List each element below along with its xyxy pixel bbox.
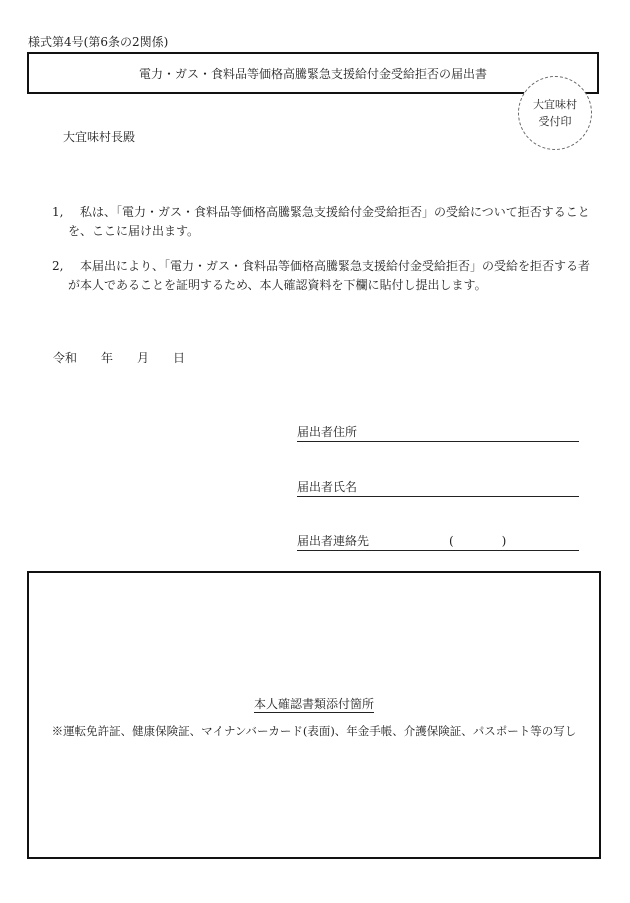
item-text-line-1: 本届出により、「電力・ガス・食料品等価格高騰緊急支援給付金受給拒否」の受給を拒否する者	[80, 259, 591, 273]
contact-parentheses: ( )	[449, 534, 507, 548]
document-title: 電力・ガス・食料品等価格高騰緊急支援給付金受給拒否の届出書	[138, 66, 487, 81]
item-text-line-1: 私は、「電力・ガス・食料品等価格高騰緊急支援給付金受給拒否」の受給について拒否すること	[80, 205, 590, 219]
statement-item-2	[52, 257, 592, 295]
document-title-box	[27, 52, 599, 94]
id-attachment-area	[27, 571, 601, 859]
item-text-line-2: が本人であることを証明するため、本人確認資料を下欄に貼付し提出します。	[68, 278, 487, 292]
address-field[interactable]	[297, 423, 579, 442]
name-field[interactable]	[297, 478, 579, 497]
addressee: 大宜味村長殿	[63, 130, 136, 144]
item-number: 2,	[52, 259, 64, 273]
contact-field[interactable]	[297, 532, 579, 551]
statement-item-1	[52, 203, 592, 241]
date-line: 令和 年 月 日	[53, 351, 186, 365]
reception-stamp-circle	[518, 76, 592, 150]
name-label: 届出者氏名	[297, 480, 358, 494]
attachment-title	[29, 695, 599, 712]
contact-label: 届出者連絡先	[297, 534, 370, 548]
form-number: 様式第4号(第6条の2関係)	[28, 35, 169, 49]
item-text-line-2: を、ここに届け出ます。	[68, 224, 200, 238]
item-number: 1,	[52, 205, 64, 219]
address-label: 届出者住所	[297, 425, 358, 439]
stamp-line-1: 大宜味村	[533, 98, 577, 111]
stamp-line-2: 受付印	[538, 115, 572, 128]
attachment-title-text: 本人確認書類添付箇所	[253, 697, 374, 711]
attachment-note: ※運転免許証、健康保険証、マイナンバーカード(表面)、年金手帳、介護保険証、パスポート等の写し	[51, 724, 577, 738]
